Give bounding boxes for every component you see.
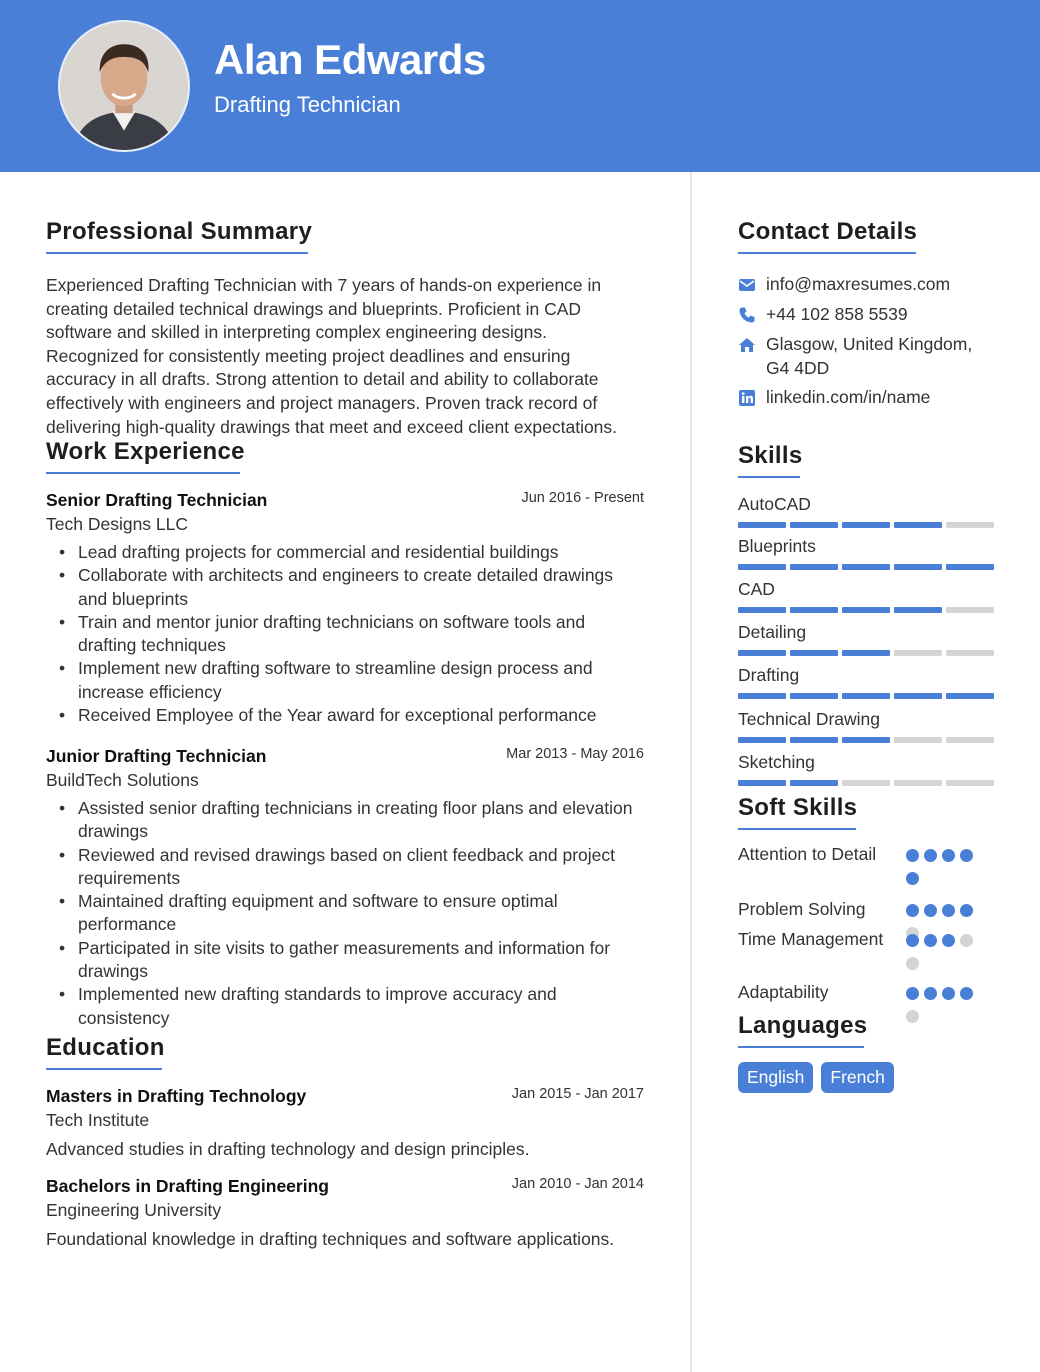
languages-list — [738, 1062, 894, 1093]
skill-level-bar — [738, 564, 994, 570]
skill-level-segment — [790, 607, 838, 613]
languages-heading-underline — [738, 1046, 864, 1048]
skill-level-segment — [790, 737, 838, 743]
skill-level-segment — [946, 522, 994, 528]
contact-heading-underline — [738, 252, 916, 254]
job-bullet: • Lead drafting projects for commercial and residential buildings — [78, 541, 644, 564]
soft-skill-name: Time Management — [738, 929, 884, 949]
contact-heading: Contact Details — [738, 218, 918, 245]
skill-level-segment — [946, 780, 994, 786]
skill-level-segment — [738, 522, 786, 528]
rating-dot — [924, 934, 937, 947]
skill-item — [738, 622, 994, 656]
job-date: Mar 2013 - May 2016 — [506, 746, 644, 762]
rating-dot — [924, 987, 937, 1000]
rating-dot — [906, 872, 919, 885]
languages-heading: Languages — [738, 1012, 868, 1039]
skill-level-segment — [790, 780, 838, 786]
skill-level-bar — [738, 607, 994, 613]
job-bullets — [46, 541, 644, 727]
skill-level-segment — [738, 650, 786, 656]
skill-level-segment — [946, 693, 994, 699]
education-entry — [46, 1086, 644, 1160]
skill-level-segment — [842, 780, 890, 786]
skill-level-bar — [738, 737, 994, 743]
job-title: Junior Drafting Technician — [46, 746, 267, 766]
job-bullet: • Maintained drafting equipment and software to ensure optimal performance — [78, 890, 644, 937]
summary-heading: Professional Summary — [46, 218, 313, 245]
rating-dot — [924, 904, 937, 917]
linkedin-icon — [738, 389, 756, 407]
job-bullet: • Train and mentor junior drafting technicians on software tools and drafting techniques — [78, 611, 644, 658]
job-date: Jun 2016 - Present — [521, 490, 644, 506]
job-bullet: • Assisted senior drafting technicians in creating floor plans and elevation drawings — [78, 797, 644, 844]
skill-name: Blueprints — [738, 536, 816, 556]
skill-item — [738, 665, 994, 699]
skill-item — [738, 709, 994, 743]
skill-name: CAD — [738, 579, 775, 599]
contact-linkedin[interactable] — [738, 386, 998, 412]
job-bullet: • Reviewed and revised drawings based on client feedback and project requirements — [78, 844, 644, 891]
skill-item — [738, 494, 994, 528]
skill-item — [738, 536, 994, 570]
skill-level-segment — [946, 650, 994, 656]
skill-level-segment — [946, 607, 994, 613]
linkedin-text: linkedin.com/in/name — [766, 387, 931, 407]
home-icon — [738, 336, 756, 354]
skill-level-segment — [946, 737, 994, 743]
skill-name: Drafting — [738, 665, 800, 685]
rating-dot — [960, 987, 973, 1000]
job-entry — [46, 746, 644, 1030]
contact-address — [738, 333, 998, 383]
rating-dot — [942, 904, 955, 917]
summary-heading-underline — [46, 252, 308, 254]
work-heading: Work Experience — [46, 438, 245, 465]
rating-dot — [906, 987, 919, 1000]
soft-skills-heading: Soft Skills — [738, 794, 858, 821]
skills-heading: Skills — [738, 442, 803, 469]
contact-email[interactable] — [738, 273, 998, 299]
rating-dot — [960, 849, 973, 862]
education-description: Advanced studies in drafting technology and design principles. — [46, 1139, 530, 1159]
education-date: Jan 2015 - Jan 2017 — [511, 1086, 644, 1102]
phone-icon — [738, 306, 756, 324]
email-text: info@maxresumes.com — [766, 274, 951, 294]
skill-level-segment — [790, 522, 838, 528]
candidate-name: Alan Edwards — [214, 36, 486, 83]
skill-level-bar — [738, 693, 994, 699]
skill-level-segment — [842, 564, 890, 570]
skill-level-segment — [842, 650, 890, 656]
education-date: Jan 2010 - Jan 2014 — [511, 1176, 644, 1192]
school-name: Engineering University — [46, 1200, 222, 1220]
education-entry — [46, 1176, 644, 1250]
soft-skill-name: Problem Solving — [738, 899, 866, 919]
skill-level-bar — [738, 522, 994, 528]
rating-dot — [906, 934, 919, 947]
skill-level-segment — [894, 780, 942, 786]
skill-name: AutoCAD — [738, 494, 811, 514]
skill-name: Sketching — [738, 752, 815, 772]
skill-level-segment — [738, 607, 786, 613]
degree-title: Masters in Drafting Technology — [46, 1086, 307, 1106]
skill-level-segment — [842, 607, 890, 613]
rating-dot — [906, 1010, 919, 1023]
profile-photo — [58, 20, 190, 152]
rating-dot — [960, 904, 973, 917]
skill-level-segment — [738, 564, 786, 570]
skill-level-segment — [894, 564, 942, 570]
work-heading-underline — [46, 472, 240, 474]
job-bullet: • Collaborate with architects and engineers to create detailed drawings and blueprints — [78, 564, 644, 611]
phone-text: +44 102 858 5539 — [766, 304, 908, 324]
soft-skills-heading-underline — [738, 828, 856, 830]
skill-item — [738, 752, 994, 786]
skill-level-segment — [894, 607, 942, 613]
skill-level-segment — [946, 564, 994, 570]
education-heading: Education — [46, 1034, 165, 1061]
envelope-icon — [738, 276, 756, 294]
soft-skill-name: Attention to Detail — [738, 844, 877, 864]
school-name: Tech Institute — [46, 1110, 150, 1130]
skill-item — [738, 579, 994, 613]
education-heading-underline — [46, 1068, 162, 1070]
skills-heading-underline — [738, 476, 800, 478]
rating-dot — [906, 904, 919, 917]
skill-level-segment — [894, 522, 942, 528]
job-bullets — [46, 797, 644, 1030]
skill-level-segment — [842, 693, 890, 699]
degree-title: Bachelors in Drafting Engineering — [46, 1176, 329, 1196]
rating-dot — [942, 849, 955, 862]
skill-level-segment — [738, 737, 786, 743]
language-badge: English — [738, 1062, 813, 1093]
skill-level-segment — [738, 693, 786, 699]
job-bullet: • Participated in site visits to gather measurements and information for drawings — [78, 937, 644, 984]
skill-level-segment — [894, 650, 942, 656]
job-bullet: • Implemented new drafting standards to improve accuracy and consistency — [78, 983, 644, 1030]
candidate-title: Drafting Technician — [214, 92, 401, 117]
job-company: BuildTech Solutions — [46, 770, 199, 790]
education-description: Foundational knowledge in drafting techniques and software applications. — [46, 1229, 615, 1249]
rating-dot — [906, 849, 919, 862]
skill-level-bar — [738, 650, 994, 656]
skill-level-segment — [894, 737, 942, 743]
soft-skill-name: Adaptability — [738, 982, 829, 1002]
contact-phone[interactable] — [738, 303, 998, 329]
skill-name: Technical Drawing — [738, 709, 881, 729]
language-badge: French — [821, 1062, 893, 1093]
job-company: Tech Designs LLC — [46, 514, 189, 534]
skill-name: Detailing — [738, 622, 807, 642]
rating-dot — [924, 849, 937, 862]
skill-level-segment — [894, 693, 942, 699]
skill-level-segment — [790, 650, 838, 656]
rating-dot — [942, 987, 955, 1000]
skill-level-segment — [790, 564, 838, 570]
address-text: Glasgow, United Kingdom, G4 4DD — [766, 334, 973, 378]
skill-level-segment — [842, 737, 890, 743]
job-bullet: • Implement new drafting software to streamline design process and increase efficiency — [78, 657, 644, 704]
resume-header — [0, 0, 1040, 172]
skill-level-segment — [738, 780, 786, 786]
rating-dot — [906, 957, 919, 970]
skill-level-segment — [842, 522, 890, 528]
summary-text: Experienced Drafting Technician with 7 years of hands-on experience in creating detailed technical drawings and blueprints. Proficient in CAD software and skilled in interpreting complex engineering designs. Recognized for consistently meeting project deadlines and ensuring accuracy in all drafts. Strong attention to detail and ability to collaborate effectively with engineers and project managers. Proven track record of delivering high-quality drawings that meet and exceed client expectations. — [46, 275, 618, 437]
job-bullet: • Received Employee of the Year award for exceptional performance — [78, 704, 644, 727]
person-avatar-icon — [60, 22, 188, 150]
job-entry — [46, 490, 644, 727]
skill-level-bar — [738, 780, 994, 786]
job-title: Senior Drafting Technician — [46, 490, 268, 510]
skill-level-segment — [790, 693, 838, 699]
column-divider — [690, 172, 692, 1372]
rating-dot — [942, 934, 955, 947]
rating-dot — [960, 934, 973, 947]
